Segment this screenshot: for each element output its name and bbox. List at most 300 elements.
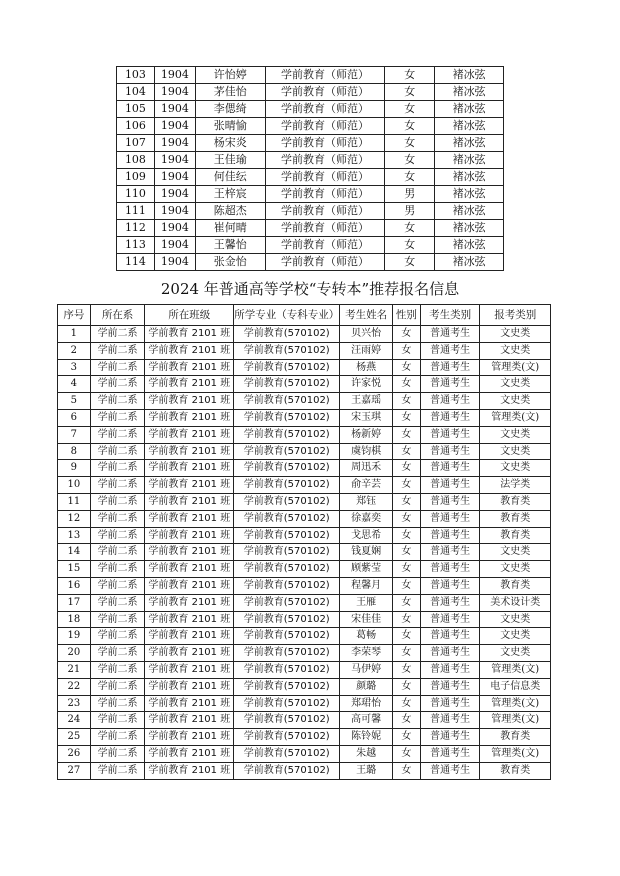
cell-major: 学前教育（师范）: [265, 152, 385, 169]
cell-class: 学前教育 2101 班: [145, 762, 234, 779]
cell-department: 学前二系: [90, 544, 145, 561]
cell-major: 学前教育（师范）: [265, 169, 385, 186]
cell-name: 郑珺怡: [340, 695, 393, 712]
table-row: [58, 443, 551, 460]
cell-index: 26: [58, 745, 91, 762]
cell-gender: 女: [392, 695, 420, 712]
header-candidate-type: 考生类别: [420, 305, 480, 326]
cell-exam-category: 文史类: [480, 393, 551, 410]
cell-class: 1904: [154, 118, 195, 135]
cell-gender: 女: [392, 712, 420, 729]
cell-index: 23: [58, 695, 91, 712]
cell-class: 学前教育 2101 班: [145, 460, 234, 477]
cell-candidate-type: 普通考生: [420, 477, 480, 494]
cell-class: 学前教育 2101 班: [145, 594, 234, 611]
cell-department: 学前二系: [90, 695, 145, 712]
cell-candidate-type: 普通考生: [420, 678, 480, 695]
cell-gender: 女: [385, 101, 435, 118]
cell-major: 学前教育（师范）: [265, 237, 385, 254]
table-row: [117, 101, 504, 118]
cell-major: 学前教育(570102): [234, 460, 340, 477]
cell-major: 学前教育（师范）: [265, 186, 385, 203]
cell-teacher: 褚冰弦: [435, 186, 504, 203]
cell-class: 1904: [154, 101, 195, 118]
cell-class: 1904: [154, 67, 195, 84]
cell-name: 崔何晴: [195, 220, 265, 237]
cell-index: 3: [58, 359, 91, 376]
table-row: [58, 326, 551, 343]
cell-exam-category: 管理类(文): [480, 695, 551, 712]
cell-class: 学前教育 2101 班: [145, 712, 234, 729]
cell-gender: 女: [392, 326, 420, 343]
recommendation-table-body: [58, 326, 551, 780]
cell-name: 葛畅: [340, 628, 393, 645]
cell-major: 学前教育（师范）: [265, 220, 385, 237]
cell-gender: 女: [392, 762, 420, 779]
cell-teacher: 褚冰弦: [435, 101, 504, 118]
cell-teacher: 褚冰弦: [435, 220, 504, 237]
cell-department: 学前二系: [90, 712, 145, 729]
cell-major: 学前教育(570102): [234, 745, 340, 762]
cell-gender: 女: [392, 477, 420, 494]
cell-gender: 女: [392, 577, 420, 594]
cell-index: 104: [117, 84, 155, 101]
cell-name: 徐嘉奕: [340, 510, 393, 527]
cell-gender: 女: [385, 169, 435, 186]
header-class: 所在班级: [145, 305, 234, 326]
cell-gender: 女: [392, 611, 420, 628]
cell-gender: 女: [385, 67, 435, 84]
cell-major: 学前教育（师范）: [265, 254, 385, 271]
cell-department: 学前二系: [90, 376, 145, 393]
cell-major: 学前教育(570102): [234, 712, 340, 729]
cell-index: 114: [117, 254, 155, 271]
cell-candidate-type: 普通考生: [420, 628, 480, 645]
cell-department: 学前二系: [90, 359, 145, 376]
cell-class: 学前教育 2101 班: [145, 678, 234, 695]
cell-candidate-type: 普通考生: [420, 745, 480, 762]
cell-exam-category: 文史类: [480, 611, 551, 628]
cell-gender: 女: [392, 594, 420, 611]
cell-name: 王佳瑜: [195, 152, 265, 169]
table-row: [117, 254, 504, 271]
cell-name: 程馨月: [340, 577, 393, 594]
cell-index: 27: [58, 762, 91, 779]
table-row: [58, 426, 551, 443]
table-row: [58, 695, 551, 712]
cell-department: 学前二系: [90, 342, 145, 359]
cell-exam-category: 管理类(文): [480, 661, 551, 678]
cell-index: 11: [58, 493, 91, 510]
cell-index: 106: [117, 118, 155, 135]
cell-major: 学前教育(570102): [234, 393, 340, 410]
cell-gender: 女: [385, 237, 435, 254]
cell-major: 学前教育(570102): [234, 695, 340, 712]
table-row: [117, 186, 504, 203]
cell-major: 学前教育(570102): [234, 762, 340, 779]
table-row: [117, 237, 504, 254]
cell-name: 许怡婷: [195, 67, 265, 84]
cell-major: 学前教育(570102): [234, 577, 340, 594]
cell-department: 学前二系: [90, 611, 145, 628]
table-row: [117, 220, 504, 237]
cell-name: 戈思希: [340, 527, 393, 544]
cell-gender: 女: [392, 661, 420, 678]
cell-exam-category: 美术设计类: [480, 594, 551, 611]
cell-exam-category: 文史类: [480, 561, 551, 578]
cell-exam-category: 教育类: [480, 493, 551, 510]
cell-department: 学前二系: [90, 678, 145, 695]
cell-exam-category: 文史类: [480, 342, 551, 359]
cell-major: 学前教育(570102): [234, 359, 340, 376]
cell-class: 1904: [154, 220, 195, 237]
cell-gender: 女: [392, 493, 420, 510]
cell-class: 1904: [154, 84, 195, 101]
cell-gender: 女: [392, 460, 420, 477]
cell-exam-category: 教育类: [480, 527, 551, 544]
cell-department: 学前二系: [90, 409, 145, 426]
cell-exam-category: 文史类: [480, 460, 551, 477]
cell-gender: 女: [392, 544, 420, 561]
table-row: [117, 67, 504, 84]
table-row: [58, 359, 551, 376]
table-row: [58, 460, 551, 477]
cell-department: 学前二系: [90, 493, 145, 510]
cell-class: 学前教育 2101 班: [145, 628, 234, 645]
header-exam-category: 报考类别: [480, 305, 551, 326]
cell-name: 马伊婷: [340, 661, 393, 678]
cell-department: 学前二系: [90, 426, 145, 443]
cell-name: 贝兴怡: [340, 326, 393, 343]
cell-index: 103: [117, 67, 155, 84]
cell-major: 学前教育(570102): [234, 729, 340, 746]
cell-class: 学前教育 2101 班: [145, 745, 234, 762]
table-row: [117, 203, 504, 220]
cell-gender: 女: [392, 645, 420, 662]
cell-gender: 女: [385, 84, 435, 101]
cell-major: 学前教育(570102): [234, 678, 340, 695]
cell-major: 学前教育(570102): [234, 493, 340, 510]
cell-gender: 女: [392, 561, 420, 578]
cell-index: 1: [58, 326, 91, 343]
table-row: [58, 745, 551, 762]
cell-teacher: 褚冰弦: [435, 84, 504, 101]
cell-department: 学前二系: [90, 477, 145, 494]
cell-class: 1904: [154, 237, 195, 254]
cell-major: 学前教育(570102): [234, 594, 340, 611]
cell-candidate-type: 普通考生: [420, 426, 480, 443]
cell-name: 俞辛芸: [340, 477, 393, 494]
cell-class: 学前教育 2101 班: [145, 443, 234, 460]
cell-name: 杨宋炎: [195, 135, 265, 152]
cell-teacher: 褚冰弦: [435, 152, 504, 169]
cell-major: 学前教育(570102): [234, 477, 340, 494]
cell-index: 108: [117, 152, 155, 169]
cell-gender: 女: [392, 527, 420, 544]
cell-name: 杨燕: [340, 359, 393, 376]
cell-major: 学前教育(570102): [234, 645, 340, 662]
cell-name: 宋佳佳: [340, 611, 393, 628]
cell-teacher: 褚冰弦: [435, 203, 504, 220]
cell-class: 学前教育 2101 班: [145, 493, 234, 510]
cell-major: 学前教育（师范）: [265, 84, 385, 101]
table-row: [58, 527, 551, 544]
cell-gender: 女: [392, 443, 420, 460]
cell-candidate-type: 普通考生: [420, 729, 480, 746]
cell-name: 宋玉琪: [340, 409, 393, 426]
cell-teacher: 褚冰弦: [435, 135, 504, 152]
cell-class: 1904: [154, 254, 195, 271]
header-gender: 性别: [392, 305, 420, 326]
previous-page-table: [116, 66, 504, 271]
table-row: [117, 152, 504, 169]
table-row: [58, 594, 551, 611]
cell-gender: 女: [385, 220, 435, 237]
table-row: [58, 661, 551, 678]
cell-department: 学前二系: [90, 594, 145, 611]
cell-teacher: 褚冰弦: [435, 169, 504, 186]
cell-class: 学前教育 2101 班: [145, 426, 234, 443]
cell-exam-category: 电子信息类: [480, 678, 551, 695]
cell-teacher: 褚冰弦: [435, 118, 504, 135]
cell-name: 王梓宸: [195, 186, 265, 203]
cell-candidate-type: 普通考生: [420, 527, 480, 544]
cell-exam-category: 管理类(文): [480, 712, 551, 729]
cell-candidate-type: 普通考生: [420, 443, 480, 460]
cell-class: 学前教育 2101 班: [145, 577, 234, 594]
cell-major: 学前教育(570102): [234, 342, 340, 359]
cell-name: 周迅禾: [340, 460, 393, 477]
cell-candidate-type: 普通考生: [420, 561, 480, 578]
cell-candidate-type: 普通考生: [420, 359, 480, 376]
cell-name: 陈铃妮: [340, 729, 393, 746]
header-name: 考生姓名: [340, 305, 393, 326]
cell-candidate-type: 普通考生: [420, 326, 480, 343]
cell-candidate-type: 普通考生: [420, 577, 480, 594]
cell-major: 学前教育（师范）: [265, 135, 385, 152]
table-row: [58, 376, 551, 393]
cell-major: 学前教育(570102): [234, 409, 340, 426]
cell-name: 王馨怡: [195, 237, 265, 254]
cell-class: 学前教育 2101 班: [145, 409, 234, 426]
cell-major: 学前教育(570102): [234, 611, 340, 628]
table-row: [58, 342, 551, 359]
cell-exam-category: 文史类: [480, 544, 551, 561]
table-row: [117, 84, 504, 101]
cell-exam-category: 文史类: [480, 628, 551, 645]
cell-gender: 女: [392, 409, 420, 426]
cell-class: 学前教育 2101 班: [145, 611, 234, 628]
cell-major: 学前教育(570102): [234, 527, 340, 544]
cell-candidate-type: 普通考生: [420, 611, 480, 628]
cell-gender: 女: [392, 426, 420, 443]
cell-name: 钱夏娴: [340, 544, 393, 561]
cell-gender: 女: [392, 510, 420, 527]
cell-candidate-type: 普通考生: [420, 544, 480, 561]
cell-gender: 女: [392, 745, 420, 762]
cell-department: 学前二系: [90, 393, 145, 410]
cell-exam-category: 教育类: [480, 729, 551, 746]
recommendation-table: [57, 304, 551, 780]
cell-index: 13: [58, 527, 91, 544]
cell-name: 朱越: [340, 745, 393, 762]
cell-gender: 女: [392, 678, 420, 695]
cell-major: 学前教育(570102): [234, 326, 340, 343]
cell-class: 1904: [154, 152, 195, 169]
document-title: 2024 年普通高等学校“专转本”推荐报名信息: [160, 280, 460, 298]
cell-major: 学前教育(570102): [234, 544, 340, 561]
cell-exam-category: 法学类: [480, 477, 551, 494]
cell-index: 111: [117, 203, 155, 220]
table-row: [117, 135, 504, 152]
cell-major: 学前教育（师范）: [265, 67, 385, 84]
table-row: [58, 493, 551, 510]
cell-name: 茅佳怡: [195, 84, 265, 101]
cell-index: 10: [58, 477, 91, 494]
cell-index: 25: [58, 729, 91, 746]
cell-name: 李荣琴: [340, 645, 393, 662]
table-row: [58, 712, 551, 729]
cell-gender: 女: [385, 135, 435, 152]
cell-department: 学前二系: [90, 326, 145, 343]
table-row: [58, 577, 551, 594]
cell-teacher: 褚冰弦: [435, 67, 504, 84]
cell-gender: 女: [385, 152, 435, 169]
cell-name: 张金怡: [195, 254, 265, 271]
cell-index: 18: [58, 611, 91, 628]
cell-class: 1904: [154, 135, 195, 152]
cell-teacher: 褚冰弦: [435, 254, 504, 271]
cell-major: 学前教育（师范）: [265, 118, 385, 135]
cell-major: 学前教育(570102): [234, 426, 340, 443]
table-row: [58, 729, 551, 746]
cell-class: 学前教育 2101 班: [145, 477, 234, 494]
cell-name: 高可馨: [340, 712, 393, 729]
cell-gender: 女: [392, 342, 420, 359]
cell-name: 许家悦: [340, 376, 393, 393]
cell-class: 1904: [154, 169, 195, 186]
cell-index: 20: [58, 645, 91, 662]
cell-major: 学前教育(570102): [234, 661, 340, 678]
cell-class: 学前教育 2101 班: [145, 527, 234, 544]
cell-class: 1904: [154, 203, 195, 220]
cell-major: 学前教育(570102): [234, 376, 340, 393]
cell-gender: 女: [385, 118, 435, 135]
cell-name: 张晴愉: [195, 118, 265, 135]
cell-department: 学前二系: [90, 745, 145, 762]
cell-name: 杨新婷: [340, 426, 393, 443]
cell-name: 何佳纭: [195, 169, 265, 186]
cell-index: 9: [58, 460, 91, 477]
cell-index: 16: [58, 577, 91, 594]
cell-gender: 女: [392, 729, 420, 746]
cell-exam-category: 管理类(文): [480, 409, 551, 426]
header-index: 序号: [58, 305, 91, 326]
cell-class: 学前教育 2101 班: [145, 342, 234, 359]
cell-candidate-type: 普通考生: [420, 460, 480, 477]
table-row: [117, 169, 504, 186]
cell-department: 学前二系: [90, 460, 145, 477]
cell-name: 汪雨婷: [340, 342, 393, 359]
cell-class: 学前教育 2101 班: [145, 393, 234, 410]
header-major: 所学专业（专科专业）: [234, 305, 340, 326]
table-row: [58, 409, 551, 426]
cell-class: 学前教育 2101 班: [145, 359, 234, 376]
cell-name: 王嘉瑶: [340, 393, 393, 410]
cell-index: 6: [58, 409, 91, 426]
cell-name: 王璐: [340, 762, 393, 779]
cell-department: 学前二系: [90, 645, 145, 662]
previous-page-table-body: [117, 67, 504, 271]
cell-index: 8: [58, 443, 91, 460]
cell-index: 2: [58, 342, 91, 359]
cell-department: 学前二系: [90, 729, 145, 746]
cell-index: 4: [58, 376, 91, 393]
cell-major: 学前教育（师范）: [265, 203, 385, 220]
cell-index: 5: [58, 393, 91, 410]
cell-name: 王雁: [340, 594, 393, 611]
cell-major: 学前教育（师范）: [265, 101, 385, 118]
cell-candidate-type: 普通考生: [420, 493, 480, 510]
table-row: [58, 645, 551, 662]
cell-index: 109: [117, 169, 155, 186]
cell-candidate-type: 普通考生: [420, 342, 480, 359]
cell-teacher: 褚冰弦: [435, 237, 504, 254]
cell-name: 顾紫莹: [340, 561, 393, 578]
cell-index: 112: [117, 220, 155, 237]
cell-candidate-type: 普通考生: [420, 712, 480, 729]
cell-exam-category: 教育类: [480, 577, 551, 594]
cell-name: 颜璐: [340, 678, 393, 695]
cell-candidate-type: 普通考生: [420, 661, 480, 678]
cell-index: 21: [58, 661, 91, 678]
cell-index: 19: [58, 628, 91, 645]
cell-department: 学前二系: [90, 561, 145, 578]
cell-candidate-type: 普通考生: [420, 594, 480, 611]
cell-exam-category: 文史类: [480, 326, 551, 343]
cell-class: 学前教育 2101 班: [145, 561, 234, 578]
cell-exam-category: 文史类: [480, 426, 551, 443]
cell-candidate-type: 普通考生: [420, 695, 480, 712]
header-department: 所在系: [90, 305, 145, 326]
cell-index: 107: [117, 135, 155, 152]
cell-department: 学前二系: [90, 443, 145, 460]
table-row: [58, 510, 551, 527]
cell-candidate-type: 普通考生: [420, 393, 480, 410]
cell-exam-category: 文史类: [480, 376, 551, 393]
cell-index: 113: [117, 237, 155, 254]
cell-index: 12: [58, 510, 91, 527]
table-row: [58, 393, 551, 410]
cell-department: 学前二系: [90, 762, 145, 779]
cell-major: 学前教育(570102): [234, 628, 340, 645]
cell-gender: 男: [385, 186, 435, 203]
cell-exam-category: 管理类(文): [480, 359, 551, 376]
cell-candidate-type: 普通考生: [420, 510, 480, 527]
cell-gender: 女: [392, 393, 420, 410]
cell-class: 学前教育 2101 班: [145, 510, 234, 527]
cell-index: 105: [117, 101, 155, 118]
cell-index: 7: [58, 426, 91, 443]
cell-index: 24: [58, 712, 91, 729]
cell-name: 郑钰: [340, 493, 393, 510]
table-row: [58, 678, 551, 695]
cell-department: 学前二系: [90, 510, 145, 527]
cell-gender: 男: [385, 203, 435, 220]
cell-major: 学前教育(570102): [234, 443, 340, 460]
cell-department: 学前二系: [90, 661, 145, 678]
cell-index: 17: [58, 594, 91, 611]
